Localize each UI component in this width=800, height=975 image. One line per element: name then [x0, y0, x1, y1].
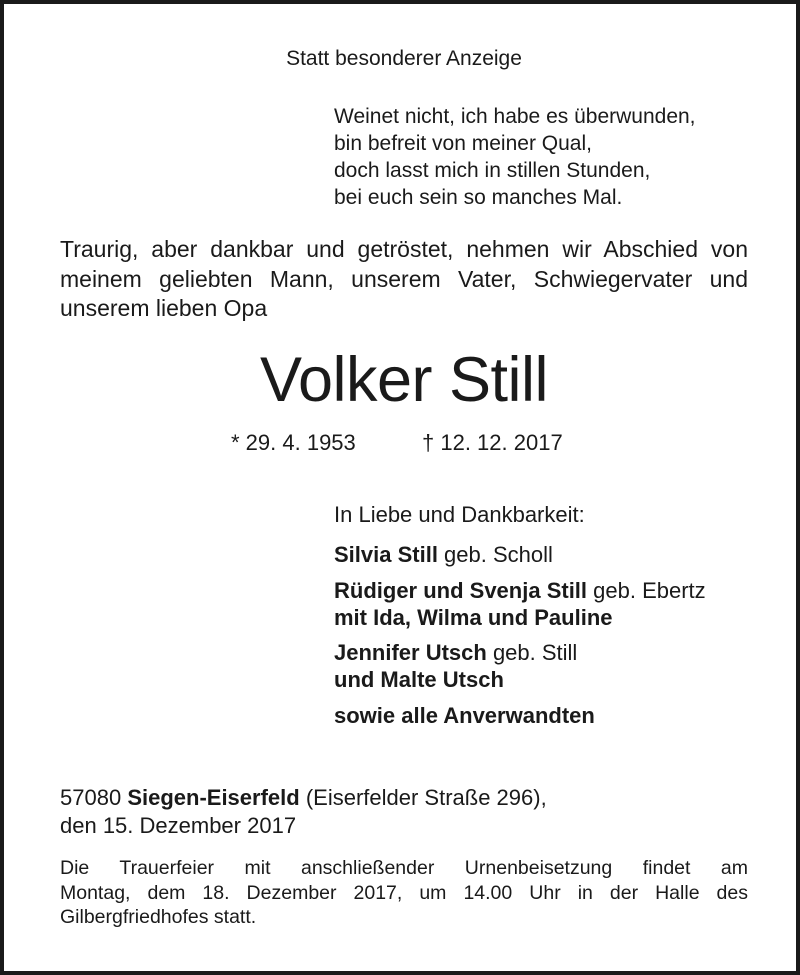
farewell-line: unserem lieben Opa [60, 295, 268, 321]
mourner-maiden-name: geb. Scholl [437, 542, 553, 567]
mourner-partner: und Malte Utsch [334, 667, 504, 692]
poem-line: doch lasst mich in stillen Stunden, [334, 159, 651, 182]
service-line: Die Trauerfeier mit anschließender Urnenbeisetzung findet am [60, 857, 748, 879]
service-line: Gilbergfriedhofes statt. [60, 906, 257, 928]
mourner-ruediger [334, 577, 706, 605]
farewell-line: Traurig, aber dankbar und getröstet, nehmen wir Abschied von [60, 236, 748, 262]
deceased-name: Volker Still [259, 345, 549, 415]
poem-line: bin befreit von meiner Qual, [334, 132, 592, 155]
mourner-name: Rüdiger und Svenja Still [334, 578, 588, 603]
birth-date: * 29. 4. 1953 [231, 430, 356, 455]
notice-date: den 15. Dezember 2017 [60, 813, 297, 838]
mourner-maiden-name: geb. Still [486, 640, 578, 665]
notice-header: Statt besonderer Anzeige [286, 47, 522, 70]
service-line: Montag, dem 18. Dezember 2017, um 14.00 Uhr in der Halle des [60, 881, 748, 904]
mourner-relatives: sowie alle Anverwandten [334, 703, 595, 728]
mourner-jennifer [334, 639, 577, 667]
place: Siegen-Eiserfeld [127, 785, 300, 810]
mourner-name: Jennifer Utsch [334, 640, 487, 665]
poem [334, 103, 696, 211]
street: (Eiserfelder Straße 296), [305, 785, 547, 810]
farewell-text [60, 235, 748, 324]
address [60, 784, 547, 812]
mourner-silvia [334, 541, 553, 569]
funeral-service-info [60, 856, 748, 930]
mourner-maiden-name: geb. Ebertz [587, 578, 706, 603]
death-date: † 12. 12. 2017 [422, 430, 563, 455]
mourners-intro: In Liebe und Dankbarkeit: [334, 502, 585, 527]
poem-line: bei euch sein so manches Mal. [334, 186, 623, 209]
poem-line: Weinet nicht, ich habe es überwunden, [334, 105, 696, 128]
mourner-children: mit Ida, Wilma und Pauline [334, 605, 613, 630]
farewell-line: meinem geliebten Mann, unserem Vater, Schwiegervater und [60, 265, 748, 292]
postcode: 57080 [60, 785, 122, 810]
mourner-name: Silvia Still [334, 542, 438, 567]
